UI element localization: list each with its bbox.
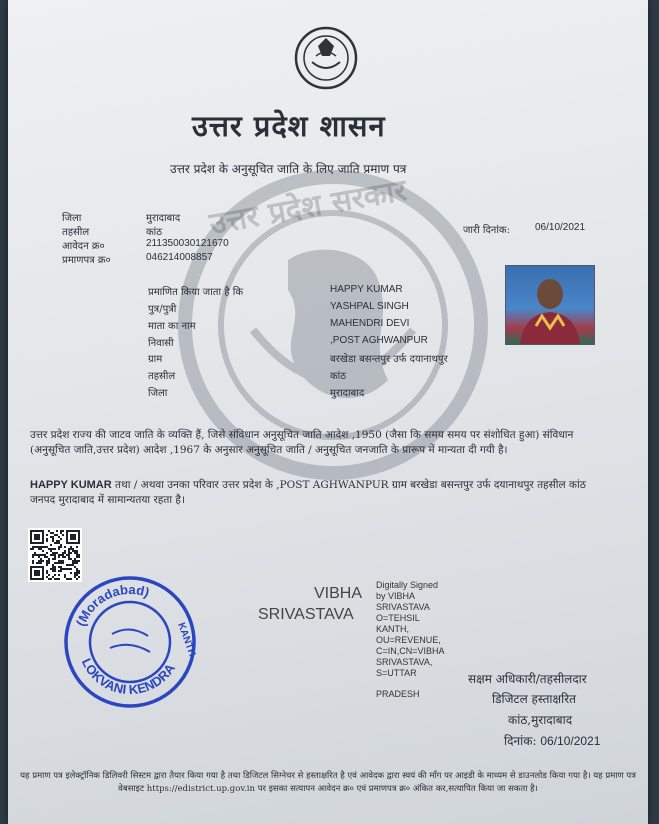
- stamp-bottom-text: LOKVANI KENDRA: [78, 655, 178, 698]
- digital-signature-line: SRIVASTAVA: [376, 602, 430, 612]
- caste-statement: उत्तर प्रदेश राज्य की जाटव जाति के व्यक्ति हैं, जिसे संविधान अनुसूचित जाति आदेश ,1950 (जैसा कि समय समय पर संशोधित हुआ) संविधान (अनुसूचित जाति,उत्तर प्रदेश) आदेश ,1967 के अनुसार अनुसूचित जाति / अनुसूचित जनजाति के प्रारूप में मान्यता दी गयी है।: [30, 429, 574, 456]
- lokvani-stamp: [60, 572, 200, 712]
- residence-statement: [30, 478, 590, 508]
- signature-date: [504, 732, 600, 749]
- mother-label: माता का नाम: [148, 321, 196, 332]
- certificate-no: 046214008857: [146, 252, 213, 263]
- page-subtitle: उत्तर प्रदेश के अनुसूचित जाति के लिए जाति प्रमाण पत्र: [170, 162, 407, 176]
- authority-title: सक्षम अधिकारी/तहसीलदार: [468, 672, 587, 686]
- digital-signature-line: C=IN,CN=VIBHA: [376, 646, 445, 656]
- applicant-photo: [505, 265, 595, 345]
- person-silhouette-icon: [506, 266, 594, 344]
- digital-signature-line: PRADESH: [376, 689, 420, 699]
- stamp-top-text: (Moradabad): [73, 581, 152, 629]
- up-state-emblem-icon: [294, 26, 358, 90]
- digital-signature-line: S=UTTAR: [376, 668, 417, 678]
- application-no: 211350030121670: [146, 238, 229, 249]
- resident-label: निवासी: [148, 338, 174, 349]
- application-no-label: आवेदन क्र०: [62, 241, 105, 252]
- stamp-side-text: KANTH: [175, 621, 198, 658]
- watermark-text: उत्तर प्रदेश सरकार: [206, 172, 410, 243]
- village-label: ग्राम: [148, 354, 163, 365]
- digital-signature-line: Digitally Signed: [376, 580, 439, 590]
- digital-signature-line: KANTH,: [376, 624, 410, 634]
- father-label: पुत्र/पुत्री: [148, 304, 177, 315]
- issue-date: 06/10/2021: [535, 222, 586, 233]
- residence-text: तथा / अथवा उनका परिवार उत्तर प्रदेश के ,POST AGHWANPUR ग्राम बरखेडा बसन्तपुर उर्फ दयानाथपुर तहसील कांठ जनपद मुरादाबाद में सामान्यतया रहता है।: [30, 479, 586, 506]
- person-tehsil-value: कांठ: [330, 371, 347, 382]
- resident-value: ,POST AGHWANPUR: [330, 335, 428, 346]
- person-name: HAPPY KUMAR: [330, 284, 403, 295]
- father-name: YASHPAL SINGH: [330, 301, 409, 312]
- signature-date-value: 06/10/2021: [540, 734, 601, 748]
- certificate-no-label: प्रमाणपत्र क्र०: [62, 255, 111, 266]
- person-district-label: जिला: [148, 388, 168, 399]
- footer-note: यह प्रमाण पत्र इलेक्ट्रॉनिक डिलिवरी सिस्टम द्वारा तैयार किया गया है तथा डिजिटल सिग्नेचर से हस्ताक्षरित है एवं आवेदक द्वारा स्वयं की माँग पर आइडी के माध्यम से डाउनलोड किया गया है। यह प्रमाण पत्र वेबसाइट https://edistrict.up.gov.in पर इसका सत्यापन आवेदन क्र० एवं प्रमाणपत्र क्र० अंकित कर,सत्यापित किया जा सकता है।: [20, 771, 636, 794]
- issue-date-label: जारी दिनांक:: [463, 225, 510, 236]
- residence-person-name: HAPPY KUMAR: [30, 479, 112, 491]
- page-title: उत्तर प्रदेश शासन: [192, 109, 386, 143]
- digital-signature-line: SRIVASTAVA,: [376, 657, 433, 667]
- signer-name-line1: VIBHA: [314, 585, 363, 602]
- certified-label: प्रमाणित किया जाता है कि: [148, 287, 244, 298]
- district-value: मुरादाबाद: [146, 213, 181, 224]
- digital-signature-block: [376, 580, 445, 700]
- tehsil-label: तहसील: [62, 227, 90, 238]
- digital-signature-line: O=TEHSIL: [376, 613, 420, 623]
- digital-sign-label: डिजिटल हस्ताक्षरित: [492, 692, 576, 706]
- signature-date-label: दिनांक:: [504, 734, 537, 748]
- tehsil-value: कांठ: [146, 227, 163, 238]
- district-label: जिला: [62, 213, 82, 224]
- mother-name: MAHENDRI DEVI: [330, 318, 410, 329]
- digital-signature-line: OU=REVENUE,: [376, 635, 441, 645]
- signer-name-line2: SRIVASTAVA: [258, 606, 354, 623]
- certificate-paper: [8, 0, 648, 824]
- village-value: बरखेडा बसन्तपुर उर्फ दयानाथपुर: [330, 354, 448, 365]
- digital-signature-line: by VIBHA: [376, 591, 416, 601]
- office-name: कांठ,मुरादाबाद: [508, 713, 573, 727]
- person-tehsil-label: तहसील: [148, 371, 176, 382]
- person-district-value: मुरादाबाद: [330, 388, 365, 399]
